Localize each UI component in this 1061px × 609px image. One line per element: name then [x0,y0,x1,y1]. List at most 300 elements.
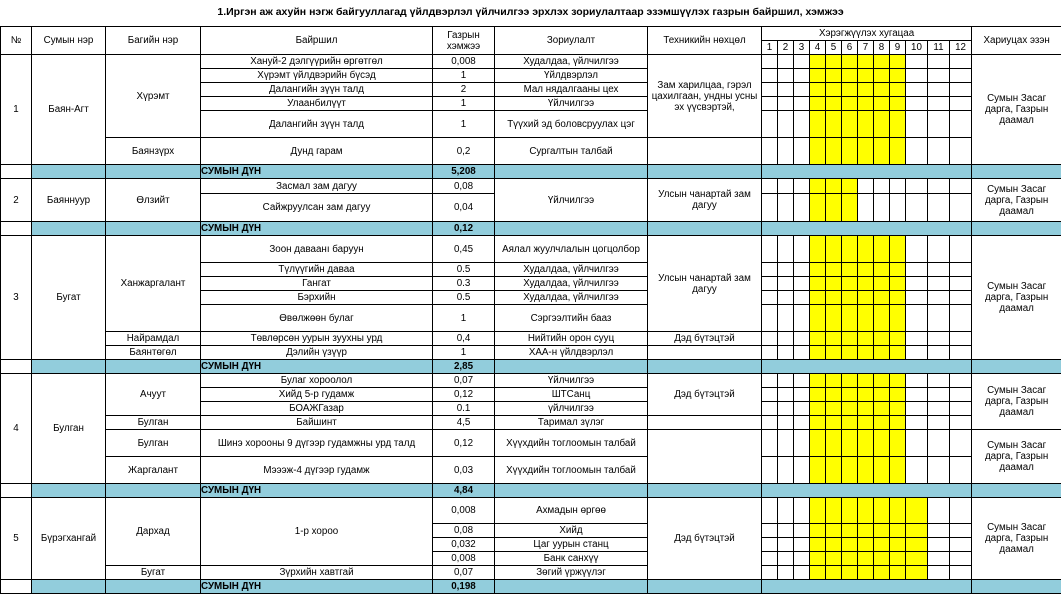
schedule-cell [762,97,778,111]
schedule-mark [874,388,890,402]
bag-name: Өлзийт [106,179,201,222]
location-cell: Гангат [201,277,433,291]
schedule-mark [890,138,906,165]
tech-cell: Дэд бүтэцтэй [648,374,762,416]
schedule-mark [810,374,826,388]
location-cell: БОАЖГазар [201,402,433,416]
month-10: 10 [906,41,928,55]
schedule-mark [858,402,874,416]
schedule-cell [778,374,794,388]
schedule-cell [928,291,950,305]
schedule-cell [794,430,810,457]
schedule-mark [890,402,906,416]
month-11: 11 [928,41,950,55]
schedule-cell [762,430,778,457]
schedule-mark [826,194,842,222]
schedule-mark [874,430,890,457]
schedule-cell [928,498,950,524]
schedule-cell [906,69,928,83]
schedule-mark [874,277,890,291]
schedule-cell [950,332,972,346]
location-cell: 1-р хороо [201,498,433,566]
schedule-mark [826,346,842,360]
schedule-cell [778,83,794,97]
schedule-mark [890,498,906,524]
area-cell: 0,07 [433,566,495,580]
bag-name: Булган [106,430,201,457]
schedule-cell [794,388,810,402]
schedule-cell [950,388,972,402]
schedule-mark [826,430,842,457]
schedule-mark [858,388,874,402]
schedule-mark [810,111,826,138]
schedule-cell [928,346,950,360]
schedule-mark [826,498,842,524]
bag-name: Баянзүрх [106,138,201,165]
row-num: 5 [1,498,32,580]
schedule-cell [928,305,950,332]
location-cell: Өвөлжөөн булаг [201,305,433,332]
schedule-cell [762,277,778,291]
schedule-mark [826,552,842,566]
schedule-cell [778,97,794,111]
schedule-mark [890,69,906,83]
purpose-cell: Үйлчилгээ [495,179,648,222]
area-cell: 0,12 [433,430,495,457]
location-cell: Төвлөрсөн уурын зуухны урд [201,332,433,346]
schedule-cell [778,416,794,430]
schedule-mark [810,457,826,484]
schedule-mark [826,69,842,83]
schedule-mark [842,498,858,524]
schedule-cell [874,194,890,222]
land-allocation-table [0,26,1061,594]
schedule-cell [928,538,950,552]
schedule-cell [762,346,778,360]
month-1: 1 [762,41,778,55]
schedule-mark [858,416,874,430]
location-cell: Дунд гарам [201,138,433,165]
schedule-cell [950,524,972,538]
schedule-mark [874,552,890,566]
total-row [1,222,1061,236]
location-cell: Сайжруулсан зам дагуу [201,194,433,222]
row-num: 2 [1,179,32,222]
schedule-mark [842,388,858,402]
schedule-cell [906,194,928,222]
schedule-mark [826,179,842,194]
schedule-cell [890,179,906,194]
schedule-mark [890,277,906,291]
schedule-mark [890,305,906,332]
schedule-cell [794,498,810,524]
schedule-mark [874,55,890,69]
schedule-mark [858,374,874,388]
schedule-cell [762,498,778,524]
schedule-cell [794,263,810,277]
schedule-cell [778,332,794,346]
schedule-mark [842,552,858,566]
location-cell: Шинэ хорооны 9 дүгээр гудамжны урд талд [201,430,433,457]
tech-cell: Улсын чанартай зам дагуу [648,236,762,332]
schedule-cell [794,566,810,580]
total-label: СУМЫН ДҮН [201,222,433,236]
area-cell: 1 [433,97,495,111]
location-cell: Хүрэмт үйлдвэрийн бүсэд [201,69,433,83]
schedule-cell [906,83,928,97]
header-purpose: Зориулалт [495,27,648,55]
schedule-mark [826,332,842,346]
schedule-cell [928,332,950,346]
schedule-cell [928,552,950,566]
soum-name: Бүрэгхангай [32,498,106,580]
purpose-cell: Худалдаа, үйлчилгээ [495,291,648,305]
month-2: 2 [778,41,794,55]
schedule-mark [826,83,842,97]
schedule-cell [950,538,972,552]
schedule-cell [906,346,928,360]
schedule-cell [928,83,950,97]
schedule-mark [810,194,826,222]
tech-cell [648,416,762,430]
schedule-mark [890,263,906,277]
schedule-mark [826,111,842,138]
schedule-cell [794,179,810,194]
schedule-mark [842,55,858,69]
schedule-cell [794,194,810,222]
location-cell: Булаг хороолол [201,374,433,388]
schedule-cell [906,55,928,69]
schedule-cell [778,236,794,263]
schedule-mark [826,138,842,165]
schedule-mark [810,498,826,524]
schedule-mark [858,457,874,484]
schedule-cell [794,538,810,552]
schedule-mark [826,524,842,538]
schedule-cell [950,138,972,165]
schedule-cell [890,194,906,222]
page-title: 1.Иргэн аж ахуйн нэгж байгууллагад үйлдвэрлэл үйлчилгээ эрхлэх зориулалтаар эзэмшүүлэх газрын байршил, хэмжээ [217,6,844,18]
schedule-mark [858,69,874,83]
purpose-cell: Худалдаа, үйлчилгээ [495,55,648,69]
schedule-cell [950,83,972,97]
schedule-mark [810,69,826,83]
schedule-mark [858,552,874,566]
purpose-cell: Таримал зүлэг [495,416,648,430]
schedule-cell [762,263,778,277]
schedule-cell [928,179,950,194]
schedule-mark [826,566,842,580]
schedule-mark [858,55,874,69]
row-num: 3 [1,236,32,360]
schedule-mark [858,138,874,165]
schedule-mark [810,416,826,430]
schedule-cell [762,402,778,416]
schedule-cell [950,552,972,566]
schedule-mark [890,291,906,305]
resp-cell: Сумын Засаг дарга, Газрын даамал [972,374,1061,430]
purpose-cell: ХАА-н үйлдвэрлэл [495,346,648,360]
schedule-cell [778,111,794,138]
schedule-mark [858,291,874,305]
schedule-cell [778,538,794,552]
schedule-mark [874,538,890,552]
month-7: 7 [858,41,874,55]
area-cell: 0.1 [433,402,495,416]
schedule-cell [906,430,928,457]
schedule-cell [762,138,778,165]
schedule-cell [794,277,810,291]
row-num: 1 [1,55,32,165]
schedule-mark [890,111,906,138]
schedule-cell [762,55,778,69]
schedule-mark [858,97,874,111]
schedule-cell [778,138,794,165]
schedule-mark [858,430,874,457]
tech-cell: Улсын чанартай зам дагуу [648,179,762,222]
schedule-cell [794,305,810,332]
schedule-cell [794,69,810,83]
schedule-mark [874,111,890,138]
schedule-cell [928,97,950,111]
schedule-mark [906,524,928,538]
schedule-mark [874,69,890,83]
schedule-mark [874,374,890,388]
schedule-cell [906,374,928,388]
location-cell: Далангийн зүүн талд [201,111,433,138]
header-location: Байршил [201,27,433,55]
purpose-cell: Хүүхдийн тоглоомын талбай [495,457,648,484]
schedule-mark [842,346,858,360]
header-soum: Сумын нэр [32,27,106,55]
schedule-cell [950,402,972,416]
bag-name: Ачуут [106,374,201,416]
soum-name: Баян-Агт [32,55,106,165]
schedule-cell [928,524,950,538]
schedule-mark [874,97,890,111]
schedule-mark [858,305,874,332]
schedule-cell [928,374,950,388]
schedule-cell [762,457,778,484]
area-cell: 0,008 [433,552,495,566]
schedule-mark [826,416,842,430]
schedule-mark [890,374,906,388]
schedule-mark [810,277,826,291]
total-value: 0,12 [433,222,495,236]
area-cell: 0.3 [433,277,495,291]
schedule-cell [928,566,950,580]
schedule-mark [858,566,874,580]
location-cell: Дэлийн үзүүр [201,346,433,360]
resp-cell: Сумын Засаг дарга, Газрын даамал [972,430,1061,484]
schedule-mark [826,457,842,484]
schedule-cell [794,236,810,263]
total-value: 5,208 [433,165,495,179]
purpose-cell: Худалдаа, үйлчилгээ [495,277,648,291]
schedule-mark [826,97,842,111]
schedule-mark [890,332,906,346]
schedule-mark [874,263,890,277]
total-row [1,360,1061,374]
purpose-cell: Ахмадын өргөө [495,498,648,524]
area-cell: 0,008 [433,498,495,524]
month-8: 8 [874,41,890,55]
schedule-cell [794,55,810,69]
purpose-cell: Цаг уурын станц [495,538,648,552]
schedule-cell [794,552,810,566]
month-9: 9 [890,41,906,55]
schedule-cell [794,291,810,305]
bag-name: Хүрэмт [106,55,201,138]
schedule-cell [778,430,794,457]
schedule-mark [810,305,826,332]
schedule-cell [950,277,972,291]
header-tech: Техникийн нөхцөл [648,27,762,55]
schedule-mark [842,97,858,111]
schedule-mark [810,538,826,552]
resp-cell: Сумын Засаг дарга, Газрын даамал [972,179,1061,222]
schedule-mark [826,291,842,305]
schedule-cell [778,524,794,538]
schedule-mark [842,83,858,97]
soum-name: Бугат [32,236,106,360]
purpose-cell: Мал нядалгааны цех [495,83,648,97]
schedule-cell [928,55,950,69]
schedule-mark [810,552,826,566]
schedule-cell [950,430,972,457]
total-label: СУМЫН ДҮН [201,165,433,179]
schedule-mark [890,83,906,97]
schedule-cell [906,236,928,263]
schedule-cell [950,55,972,69]
schedule-mark [810,263,826,277]
schedule-mark [810,83,826,97]
schedule-cell [778,291,794,305]
schedule-mark [842,374,858,388]
schedule-cell [794,524,810,538]
schedule-cell [950,566,972,580]
area-cell: 0,03 [433,457,495,484]
schedule-cell [762,374,778,388]
purpose-cell: Зөгий үржүүлэг [495,566,648,580]
schedule-cell [928,138,950,165]
schedule-mark [810,236,826,263]
schedule-mark [842,263,858,277]
schedule-mark [858,83,874,97]
bag-name: Найрамдал [106,332,201,346]
month-12: 12 [950,41,972,55]
schedule-cell [762,552,778,566]
schedule-mark [906,552,928,566]
schedule-mark [842,566,858,580]
purpose-cell: Түүхий эд боловсруулах цэг [495,111,648,138]
schedule-mark [858,263,874,277]
schedule-mark [890,236,906,263]
schedule-mark [826,305,842,332]
area-cell: 0,08 [433,524,495,538]
schedule-cell [794,97,810,111]
schedule-mark [906,538,928,552]
schedule-mark [826,388,842,402]
schedule-cell [950,111,972,138]
schedule-mark [810,402,826,416]
month-3: 3 [794,41,810,55]
tech-cell [648,346,762,360]
purpose-cell: Хүүхдийн тоглоомын талбай [495,430,648,457]
schedule-cell [906,263,928,277]
schedule-cell [906,97,928,111]
schedule-cell [928,430,950,457]
location-cell: Түлүүгийн даваа [201,263,433,277]
schedule-cell [762,332,778,346]
area-cell: 1 [433,69,495,83]
location-cell: Байшинт [201,416,433,430]
schedule-cell [906,416,928,430]
bag-name: Булган [106,416,201,430]
schedule-mark [810,138,826,165]
area-cell: 0,04 [433,194,495,222]
schedule-mark [810,97,826,111]
bag-name: Ханжаргалант [106,236,201,332]
schedule-cell [950,374,972,388]
schedule-cell [794,402,810,416]
schedule-cell [794,332,810,346]
area-cell: 0,4 [433,332,495,346]
schedule-mark [842,111,858,138]
schedule-cell [906,332,928,346]
schedule-mark [874,138,890,165]
purpose-cell: Үйлчилгээ [495,97,648,111]
area-cell: 1 [433,111,495,138]
location-cell: Мэээж-4 дүгээр гудамж [201,457,433,484]
schedule-cell [778,305,794,332]
schedule-mark [826,55,842,69]
header-area: Газрын хэмжээ [433,27,495,55]
schedule-cell [950,69,972,83]
schedule-cell [794,111,810,138]
schedule-cell [778,402,794,416]
header-resp: Хариуцах эзэн [972,27,1061,55]
schedule-cell [928,416,950,430]
schedule-cell [950,305,972,332]
purpose-cell: Худалдаа, үйлчилгээ [495,263,648,277]
header-num: № [1,27,32,55]
schedule-mark [842,236,858,263]
schedule-mark [874,566,890,580]
schedule-mark [842,402,858,416]
area-cell: 0.5 [433,291,495,305]
schedule-cell [874,179,890,194]
location-cell: Бэрхийн [201,291,433,305]
schedule-mark [842,457,858,484]
header-bag: Багийн нэр [106,27,201,55]
month-4: 4 [810,41,826,55]
schedule-mark [826,263,842,277]
schedule-mark [890,524,906,538]
schedule-mark [810,346,826,360]
bag-name: Бугат [106,566,201,580]
schedule-cell [778,566,794,580]
schedule-mark [858,277,874,291]
tech-cell: Зам харилцаа, гэрэл цахилгаан, ундны усны эх үүсвэртэй, [648,55,762,138]
schedule-cell [762,69,778,83]
location-cell: Далангийн зүүн талд [201,83,433,97]
schedule-cell [928,69,950,83]
header-schedule: Хэрэгжүүлэх хугацаа [762,27,972,41]
purpose-cell: Үйлчилгээ [495,374,648,388]
area-cell: 2 [433,83,495,97]
resp-cell: Сумын Засаг дарга, Газрын даамал [972,55,1061,165]
